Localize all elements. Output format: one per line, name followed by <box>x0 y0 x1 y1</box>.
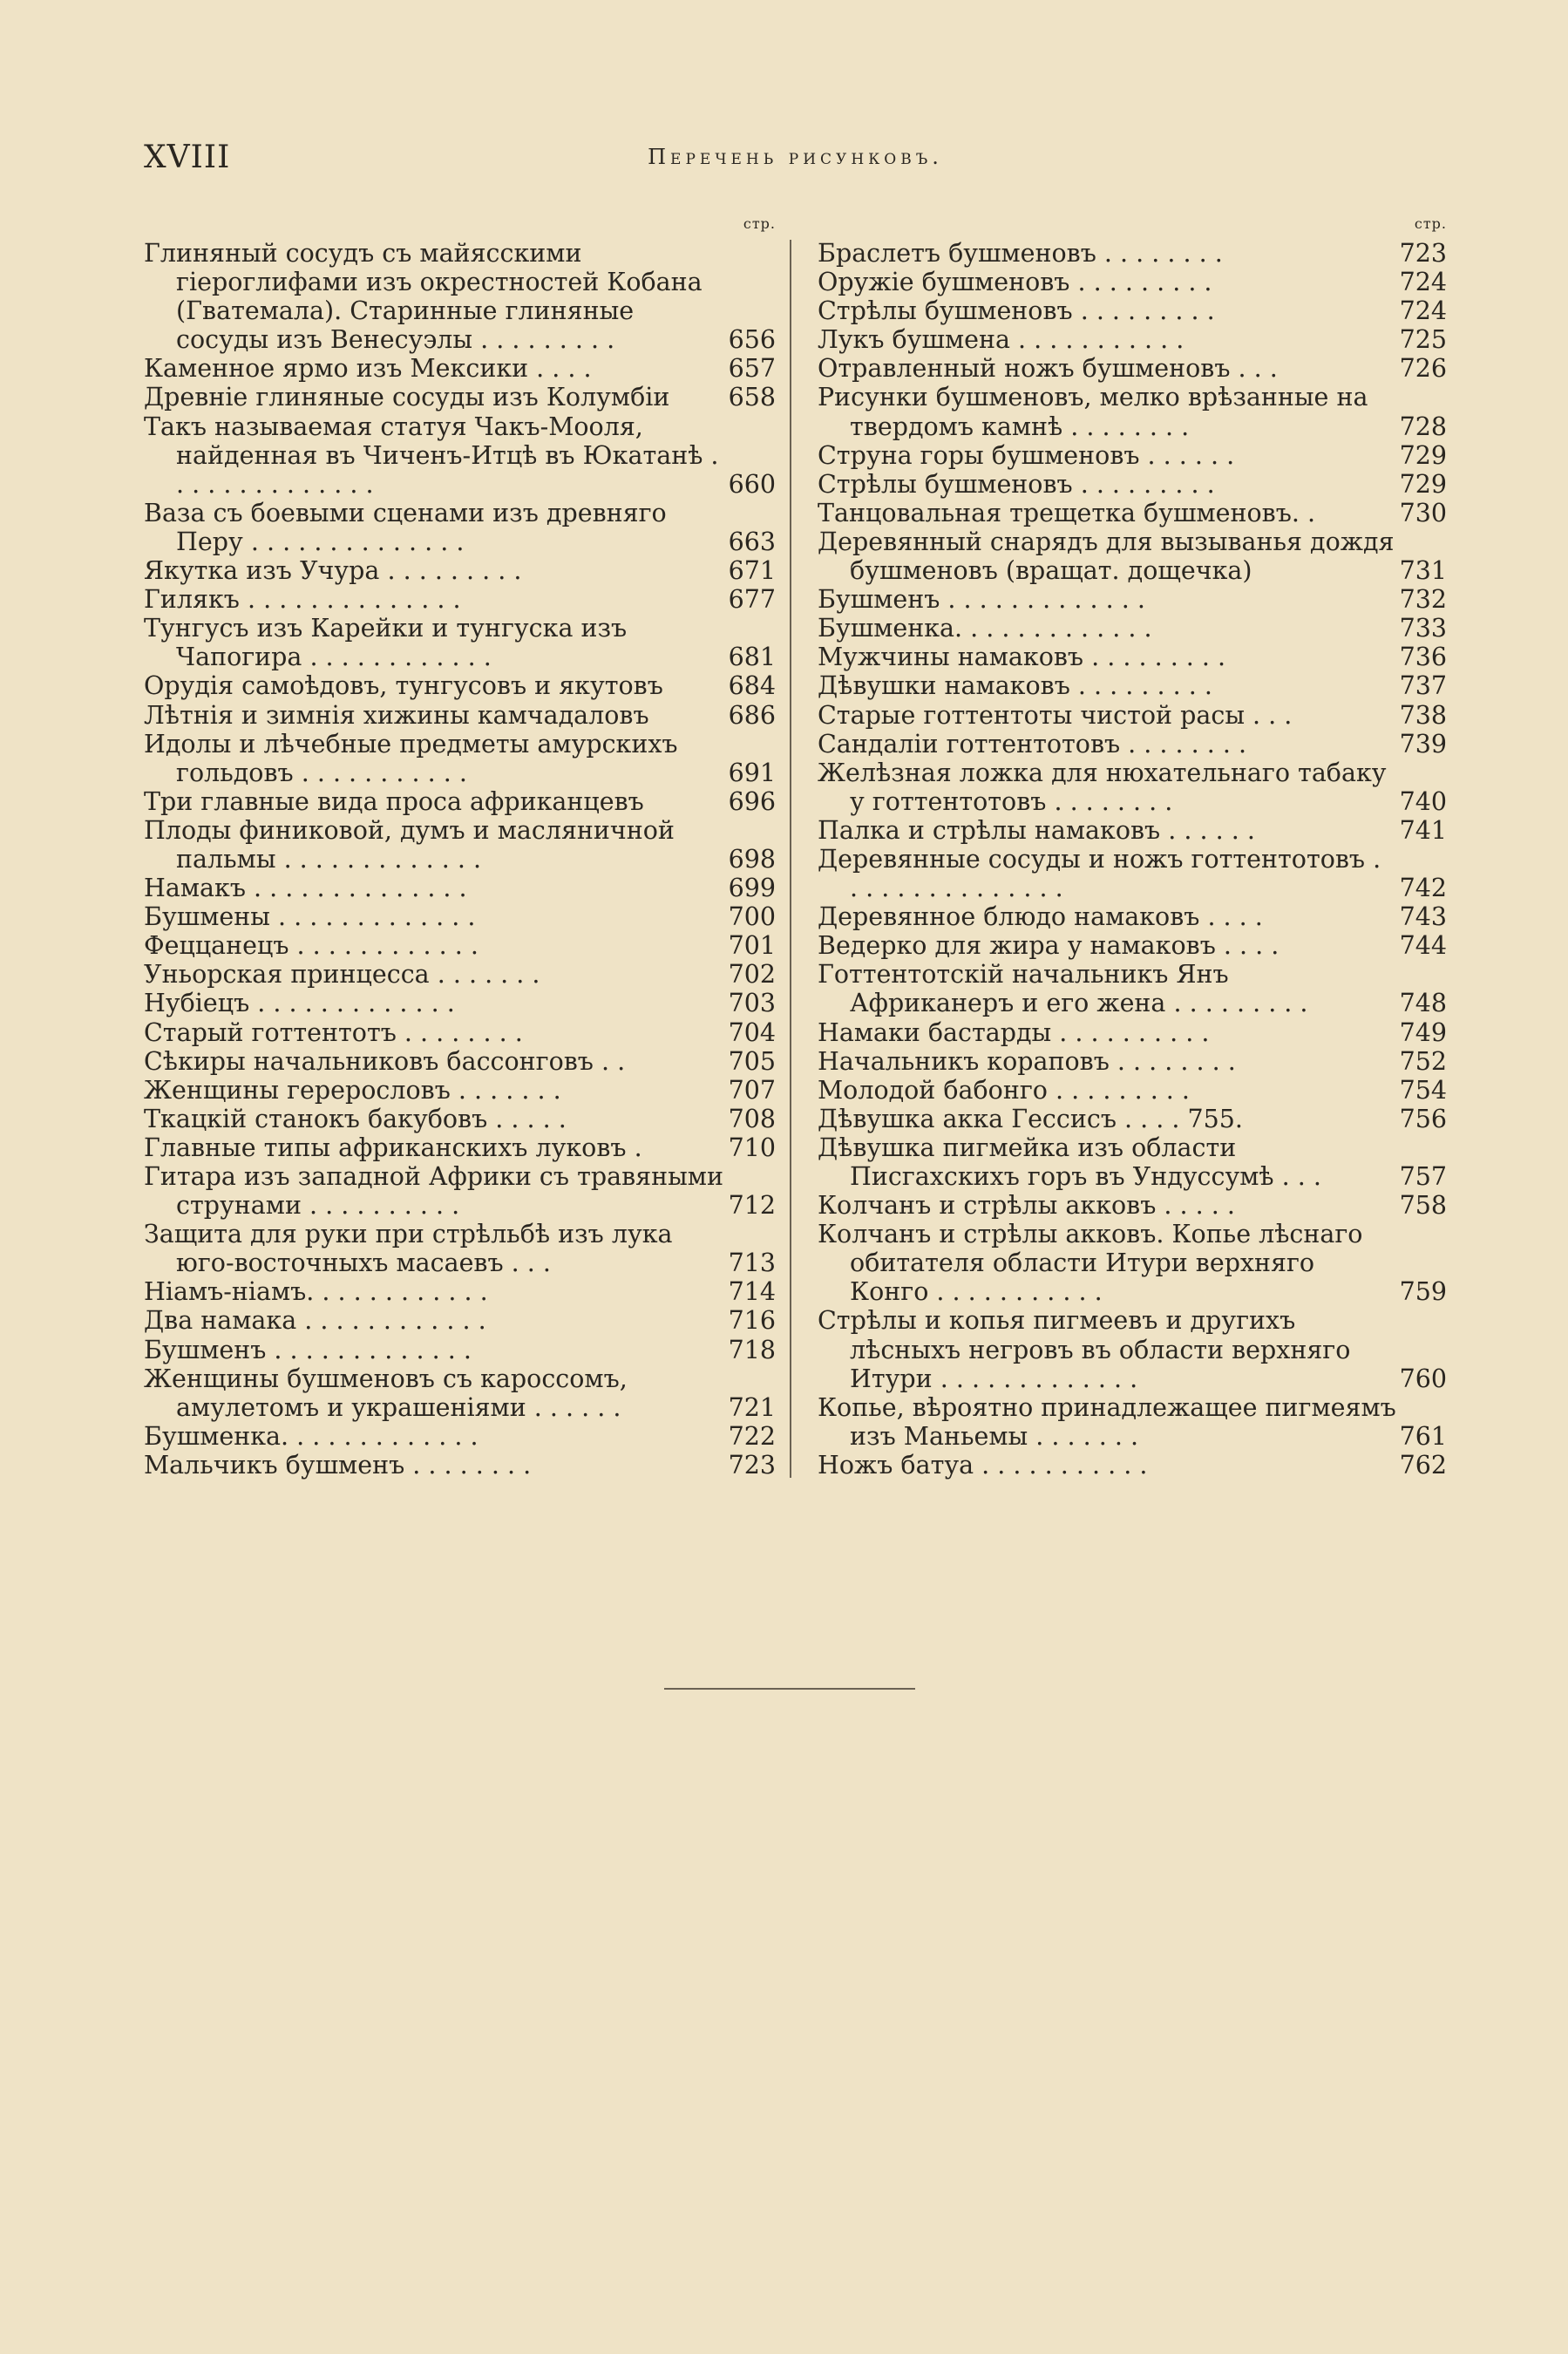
entry-title: Гилякъ . . . . . . . . . . . . . . <box>144 585 461 615</box>
entry-page-number: 712 <box>728 1191 776 1221</box>
entry-page-number: 710 <box>728 1133 776 1162</box>
entry-title: Мужчины намаковъ . . . . . . . . . <box>818 643 1226 672</box>
entry-list <box>144 239 776 1480</box>
list-item <box>818 671 1447 700</box>
entry-page-number: 729 <box>1399 440 1447 470</box>
list-item <box>144 354 776 383</box>
entry-title: Глиняный сосудъ съ майясскими гіероглифами изъ окрестностей Кобана (Гватемала). Старинные глиняные сосуды изъ Венесуэлы . . . . . . . . . <box>144 239 703 355</box>
entry-title: Струна горы бушменовъ . . . . . . <box>818 440 1235 470</box>
entry-page-number: 663 <box>728 527 776 556</box>
entry-title: Такъ называемая статуя Чакъ-Мооля, найденная въ Чиченъ-Итцѣ въ Юкатанѣ . . . . . . . . . . . . . . <box>144 412 719 499</box>
entry-title: Бушменка. . . . . . . . . . . . . <box>818 614 1152 643</box>
entry-title: Намаки бастарды . . . . . . . . . . <box>818 1017 1210 1047</box>
entry-page-number: 762 <box>1399 1450 1447 1480</box>
entry-title: Идолы и лѣчебные предметы амурскихъ гольдовъ . . . . . . . . . . . <box>144 729 678 787</box>
entry-title: Каменное ярмо изъ Мексики . . . . <box>144 354 592 384</box>
entry-title: Колчанъ и стрѣлы акковъ . . . . . <box>818 1191 1235 1221</box>
entry-page-number: 731 <box>1399 556 1447 586</box>
list-item <box>144 931 776 960</box>
entry-page-number: 737 <box>1399 671 1447 701</box>
entry-page-number: 705 <box>728 1046 776 1076</box>
list-item <box>144 1451 776 1480</box>
entry-title: Плоды финиковой, думъ и масляничной пальмы . . . . . . . . . . . . . <box>144 815 675 874</box>
page-title: Перечень рисунковъ. <box>648 145 943 169</box>
entry-title: Ваза съ боевыми сценами изъ древняго Перу . . . . . . . . . . . . . . <box>144 498 667 556</box>
entry-page-number: 740 <box>1399 786 1447 816</box>
entry-page-number: 758 <box>1399 1191 1447 1221</box>
list-item <box>818 643 1447 671</box>
list-item <box>144 902 776 931</box>
entry-title: Отравленный ножъ бушменовъ . . . <box>818 354 1278 384</box>
entry-title: Палка и стрѣлы намаковъ . . . . . . <box>818 815 1255 845</box>
entry-page-number: 658 <box>728 383 776 412</box>
entry-page-number: 756 <box>1399 1104 1447 1133</box>
list-item <box>818 354 1447 383</box>
list-item <box>144 1306 776 1335</box>
entry-page-number: 681 <box>728 643 776 672</box>
entry-page-number: 716 <box>728 1306 776 1336</box>
entry-title: Деревянное блюдо намаковъ . . . . <box>818 902 1263 932</box>
entry-title: Копье, вѣроятно принадлежащее пигмеямъ изъ Маньемы . . . . . . . <box>818 1392 1396 1451</box>
entry-page-number: 708 <box>728 1104 776 1133</box>
entry-page-number: 723 <box>1399 239 1447 268</box>
list-item <box>818 902 1447 931</box>
entry-page-number: 754 <box>1399 1075 1447 1105</box>
list-item <box>818 325 1447 354</box>
entry-page-number: 696 <box>728 786 776 816</box>
list-item <box>144 1364 776 1422</box>
list-item <box>144 1018 776 1047</box>
list-item <box>818 1191 1447 1220</box>
entry-page-number: 718 <box>728 1335 776 1364</box>
list-item <box>144 1105 776 1133</box>
page-label: стр. <box>743 215 776 232</box>
list-item <box>144 556 776 585</box>
entry-page-number: 760 <box>1399 1364 1447 1393</box>
page-number: XVIII <box>144 139 231 175</box>
list-item <box>144 787 776 816</box>
page-label: стр. <box>1414 215 1447 232</box>
list-item <box>818 239 1447 268</box>
list-item <box>818 268 1447 296</box>
list-item <box>818 1451 1447 1480</box>
entry-page-number: 701 <box>728 931 776 961</box>
list-item <box>144 1047 776 1076</box>
list-item <box>818 701 1447 730</box>
list-item <box>144 671 776 700</box>
list-item <box>144 1336 776 1364</box>
entry-page-number: 707 <box>728 1075 776 1105</box>
entry-title: Дѣвушка пигмейка изъ области Писгахскихъ горъ въ Ундуссумѣ . . . <box>818 1133 1321 1191</box>
list-item <box>144 412 776 499</box>
entry-title: Дѣвушка акка Гессисъ . . . . 755. <box>818 1104 1243 1133</box>
list-item <box>144 1422 776 1451</box>
entry-page-number: 713 <box>728 1248 776 1278</box>
list-item <box>144 960 776 989</box>
entry-title: Гитара изъ западной Африки съ травяными струнами . . . . . . . . . . <box>144 1162 723 1221</box>
list-item <box>818 1393 1447 1451</box>
entry-page-number: 721 <box>728 1392 776 1422</box>
entry-title: Лукъ бушмена . . . . . . . . . . . <box>818 325 1184 355</box>
entry-title: Ткацкій станокъ бакубовъ . . . . . <box>144 1104 567 1133</box>
entry-page-number: 704 <box>728 1017 776 1047</box>
entry-page-number: 660 <box>728 469 776 499</box>
list-item <box>144 730 776 787</box>
left-column <box>144 209 776 1480</box>
entry-page-number: 728 <box>1399 412 1447 441</box>
entry-page-number: 733 <box>1399 614 1447 643</box>
list-item <box>144 1076 776 1105</box>
entry-title: Тунгусъ изъ Карейки и тунгуска изъ Чапогира . . . . . . . . . . . . <box>144 614 628 672</box>
entry-page-number: 699 <box>728 874 776 903</box>
entry-title: Сѣкиры начальниковъ бассонговъ . . <box>144 1046 626 1076</box>
list-item <box>818 441 1447 470</box>
list-item <box>818 1133 1447 1191</box>
right-column <box>818 209 1447 1480</box>
entry-page-number: 657 <box>728 354 776 384</box>
list-item <box>144 585 776 614</box>
entry-title: Старые готтентоты чистой расы . . . <box>818 700 1293 730</box>
entry-title: Главные типы африканскихъ луковъ . <box>144 1133 642 1162</box>
entry-title: Деревянный снарядъ для вызыванья дождя бушменовъ (вращат. дощечка) <box>818 527 1395 586</box>
entry-title: Древніе глиняные сосуды изъ Колумбіи <box>144 383 670 412</box>
entry-title: Готтентотскій начальникъ Янъ Африканеръ и его жена . . . . . . . . . <box>818 960 1308 1018</box>
entry-page-number: 686 <box>728 700 776 730</box>
entry-title: Феццанецъ . . . . . . . . . . . . <box>144 931 479 961</box>
entry-title: Дѣвушки намаковъ . . . . . . . . . <box>818 671 1212 701</box>
entry-page-number: 743 <box>1399 902 1447 932</box>
list-item <box>144 816 776 874</box>
list-item <box>818 1047 1447 1076</box>
entry-title: Три главные вида проса африканцевъ <box>144 786 644 816</box>
entry-title: Якутка изъ Учура . . . . . . . . . <box>144 556 522 586</box>
entry-title: Женщины герерословъ . . . . . . . <box>144 1075 561 1105</box>
list-item <box>818 816 1447 845</box>
entry-title: Стрѣлы бушменовъ . . . . . . . . . <box>818 469 1215 499</box>
entry-page-number: 703 <box>728 989 776 1018</box>
entry-page-number: 748 <box>1399 989 1447 1018</box>
entry-page-number: 749 <box>1399 1017 1447 1047</box>
list-item <box>144 1277 776 1306</box>
entry-page-number: 739 <box>1399 729 1447 759</box>
entry-title: Уньорская принцесса . . . . . . . <box>144 960 540 990</box>
entry-title: Бушменъ . . . . . . . . . . . . . <box>144 1335 472 1364</box>
entry-title: Бушмены . . . . . . . . . . . . . <box>144 902 476 932</box>
entry-title: Начальникъ кораповъ . . . . . . . . <box>818 1046 1236 1076</box>
list-item <box>818 1076 1447 1105</box>
entry-title: Оружіе бушменовъ . . . . . . . . . <box>818 268 1212 297</box>
entry-page-number: 723 <box>728 1450 776 1480</box>
entry-title: Нубіецъ . . . . . . . . . . . . . <box>144 989 455 1018</box>
entry-page-number: 738 <box>1399 700 1447 730</box>
entry-title: Танцовальная трещетка бушменовъ. . <box>818 498 1316 527</box>
list-item <box>818 585 1447 614</box>
column-divider <box>790 240 791 1478</box>
entry-title: Ножъ батуа . . . . . . . . . . . <box>818 1450 1148 1480</box>
entry-page-number: 677 <box>728 585 776 615</box>
entry-title: Ведерко для жира у намаковъ . . . . <box>818 931 1280 961</box>
entry-title: Мальчикъ бушменъ . . . . . . . . <box>144 1450 532 1480</box>
list-item <box>144 701 776 730</box>
list-item <box>818 1306 1447 1392</box>
entry-title: Орудія самоѣдовъ, тунгусовъ и якутовъ <box>144 671 663 701</box>
entry-title: Молодой бабонго . . . . . . . . . <box>818 1075 1190 1105</box>
list-item <box>144 239 776 354</box>
list-item <box>818 527 1447 585</box>
list-item <box>818 960 1447 1017</box>
entry-title: Желѣзная ложка для нюхательнаго табаку у готтентотовъ . . . . . . . . <box>818 758 1387 816</box>
entry-page-number: 724 <box>1399 296 1447 326</box>
entry-title: Стрѣлы бушменовъ . . . . . . . . . <box>818 296 1215 326</box>
list-item <box>144 1220 776 1277</box>
entry-page-number: 698 <box>728 844 776 874</box>
entry-title: Старый готтентотъ . . . . . . . . <box>144 1017 523 1047</box>
entry-title: Ніамъ-ніамъ. . . . . . . . . . . . <box>144 1277 488 1307</box>
entry-page-number: 656 <box>728 325 776 355</box>
entry-page-number: 742 <box>1399 874 1447 903</box>
entry-title: Бушменъ . . . . . . . . . . . . . <box>818 585 1145 615</box>
entry-page-number: 741 <box>1399 815 1447 845</box>
entry-title: Намакъ . . . . . . . . . . . . . . <box>144 874 467 903</box>
entry-page-number: 700 <box>728 902 776 932</box>
entry-page-number: 761 <box>1399 1421 1447 1451</box>
entry-page-number: 736 <box>1399 643 1447 672</box>
entry-title: Защита для руки при стрѣльбѣ изъ лука юго-восточныхъ масаевъ . . . <box>144 1220 673 1278</box>
list-item <box>818 730 1447 759</box>
entry-page-number: 725 <box>1399 325 1447 355</box>
list-item <box>144 989 776 1017</box>
entry-page-number: 671 <box>728 556 776 586</box>
list-item <box>818 383 1447 440</box>
list-item <box>818 931 1447 960</box>
list-item <box>818 845 1447 902</box>
entry-title: Бушменка. . . . . . . . . . . . . <box>144 1421 479 1451</box>
entry-title: Женщины бушменовъ съ кароссомъ, амулетомъ и украшеніями . . . . . . <box>144 1364 628 1422</box>
entry-title: Сандаліи готтентотовъ . . . . . . . . <box>818 729 1247 759</box>
entry-list <box>818 239 1447 1480</box>
entry-page-number: 702 <box>728 960 776 990</box>
entry-page-number: 744 <box>1399 931 1447 961</box>
list-item <box>144 1162 776 1220</box>
entry-page-number: 724 <box>1399 268 1447 297</box>
entry-title: Колчанъ и стрѣлы акковъ. Копье лѣснаго обитателя области Итури верхняго Конго . . . . . . . . . . . <box>818 1220 1363 1307</box>
entry-title: Два намака . . . . . . . . . . . . <box>144 1306 486 1336</box>
entry-page-number: 714 <box>728 1277 776 1307</box>
entry-page-number: 757 <box>1399 1162 1447 1191</box>
list-item <box>818 296 1447 325</box>
list-item <box>818 499 1447 527</box>
list-item <box>818 1220 1447 1306</box>
entry-page-number: 730 <box>1399 498 1447 527</box>
list-item <box>144 499 776 556</box>
list-item <box>818 1018 1447 1047</box>
entry-page-number: 691 <box>728 758 776 787</box>
entry-title: Рисунки бушменовъ, мелко врѣзанные на твердомъ камнѣ . . . . . . . . <box>818 383 1368 441</box>
list-item <box>818 1105 1447 1133</box>
list-item <box>818 614 1447 643</box>
entry-page-number: 726 <box>1399 354 1447 384</box>
list-item <box>144 383 776 412</box>
entry-title: Стрѣлы и копья пигмеевъ и другихъ лѣсныхъ негровъ въ области верхняго Итури . . . . . . . . . . . . . <box>818 1306 1351 1393</box>
list-item <box>818 759 1447 816</box>
closing-rule <box>664 1688 915 1690</box>
entry-page-number: 729 <box>1399 469 1447 499</box>
entry-page-number: 684 <box>728 671 776 701</box>
list-item <box>818 470 1447 499</box>
entry-page-number: 722 <box>728 1421 776 1451</box>
list-item <box>144 614 776 671</box>
list-item <box>144 874 776 902</box>
list-item <box>144 1133 776 1162</box>
entry-page-number: 759 <box>1399 1277 1447 1307</box>
entry-title: Лѣтнія и зимнія хижины камчадаловъ <box>144 700 649 730</box>
entry-title: Деревянные сосуды и ножъ готтентотовъ . . . . . . . . . . . . . . . <box>818 844 1381 903</box>
entry-page-number: 732 <box>1399 585 1447 615</box>
page-header <box>144 139 1447 183</box>
entry-page-number: 752 <box>1399 1046 1447 1076</box>
entry-title: Браслетъ бушменовъ . . . . . . . . <box>818 239 1223 268</box>
